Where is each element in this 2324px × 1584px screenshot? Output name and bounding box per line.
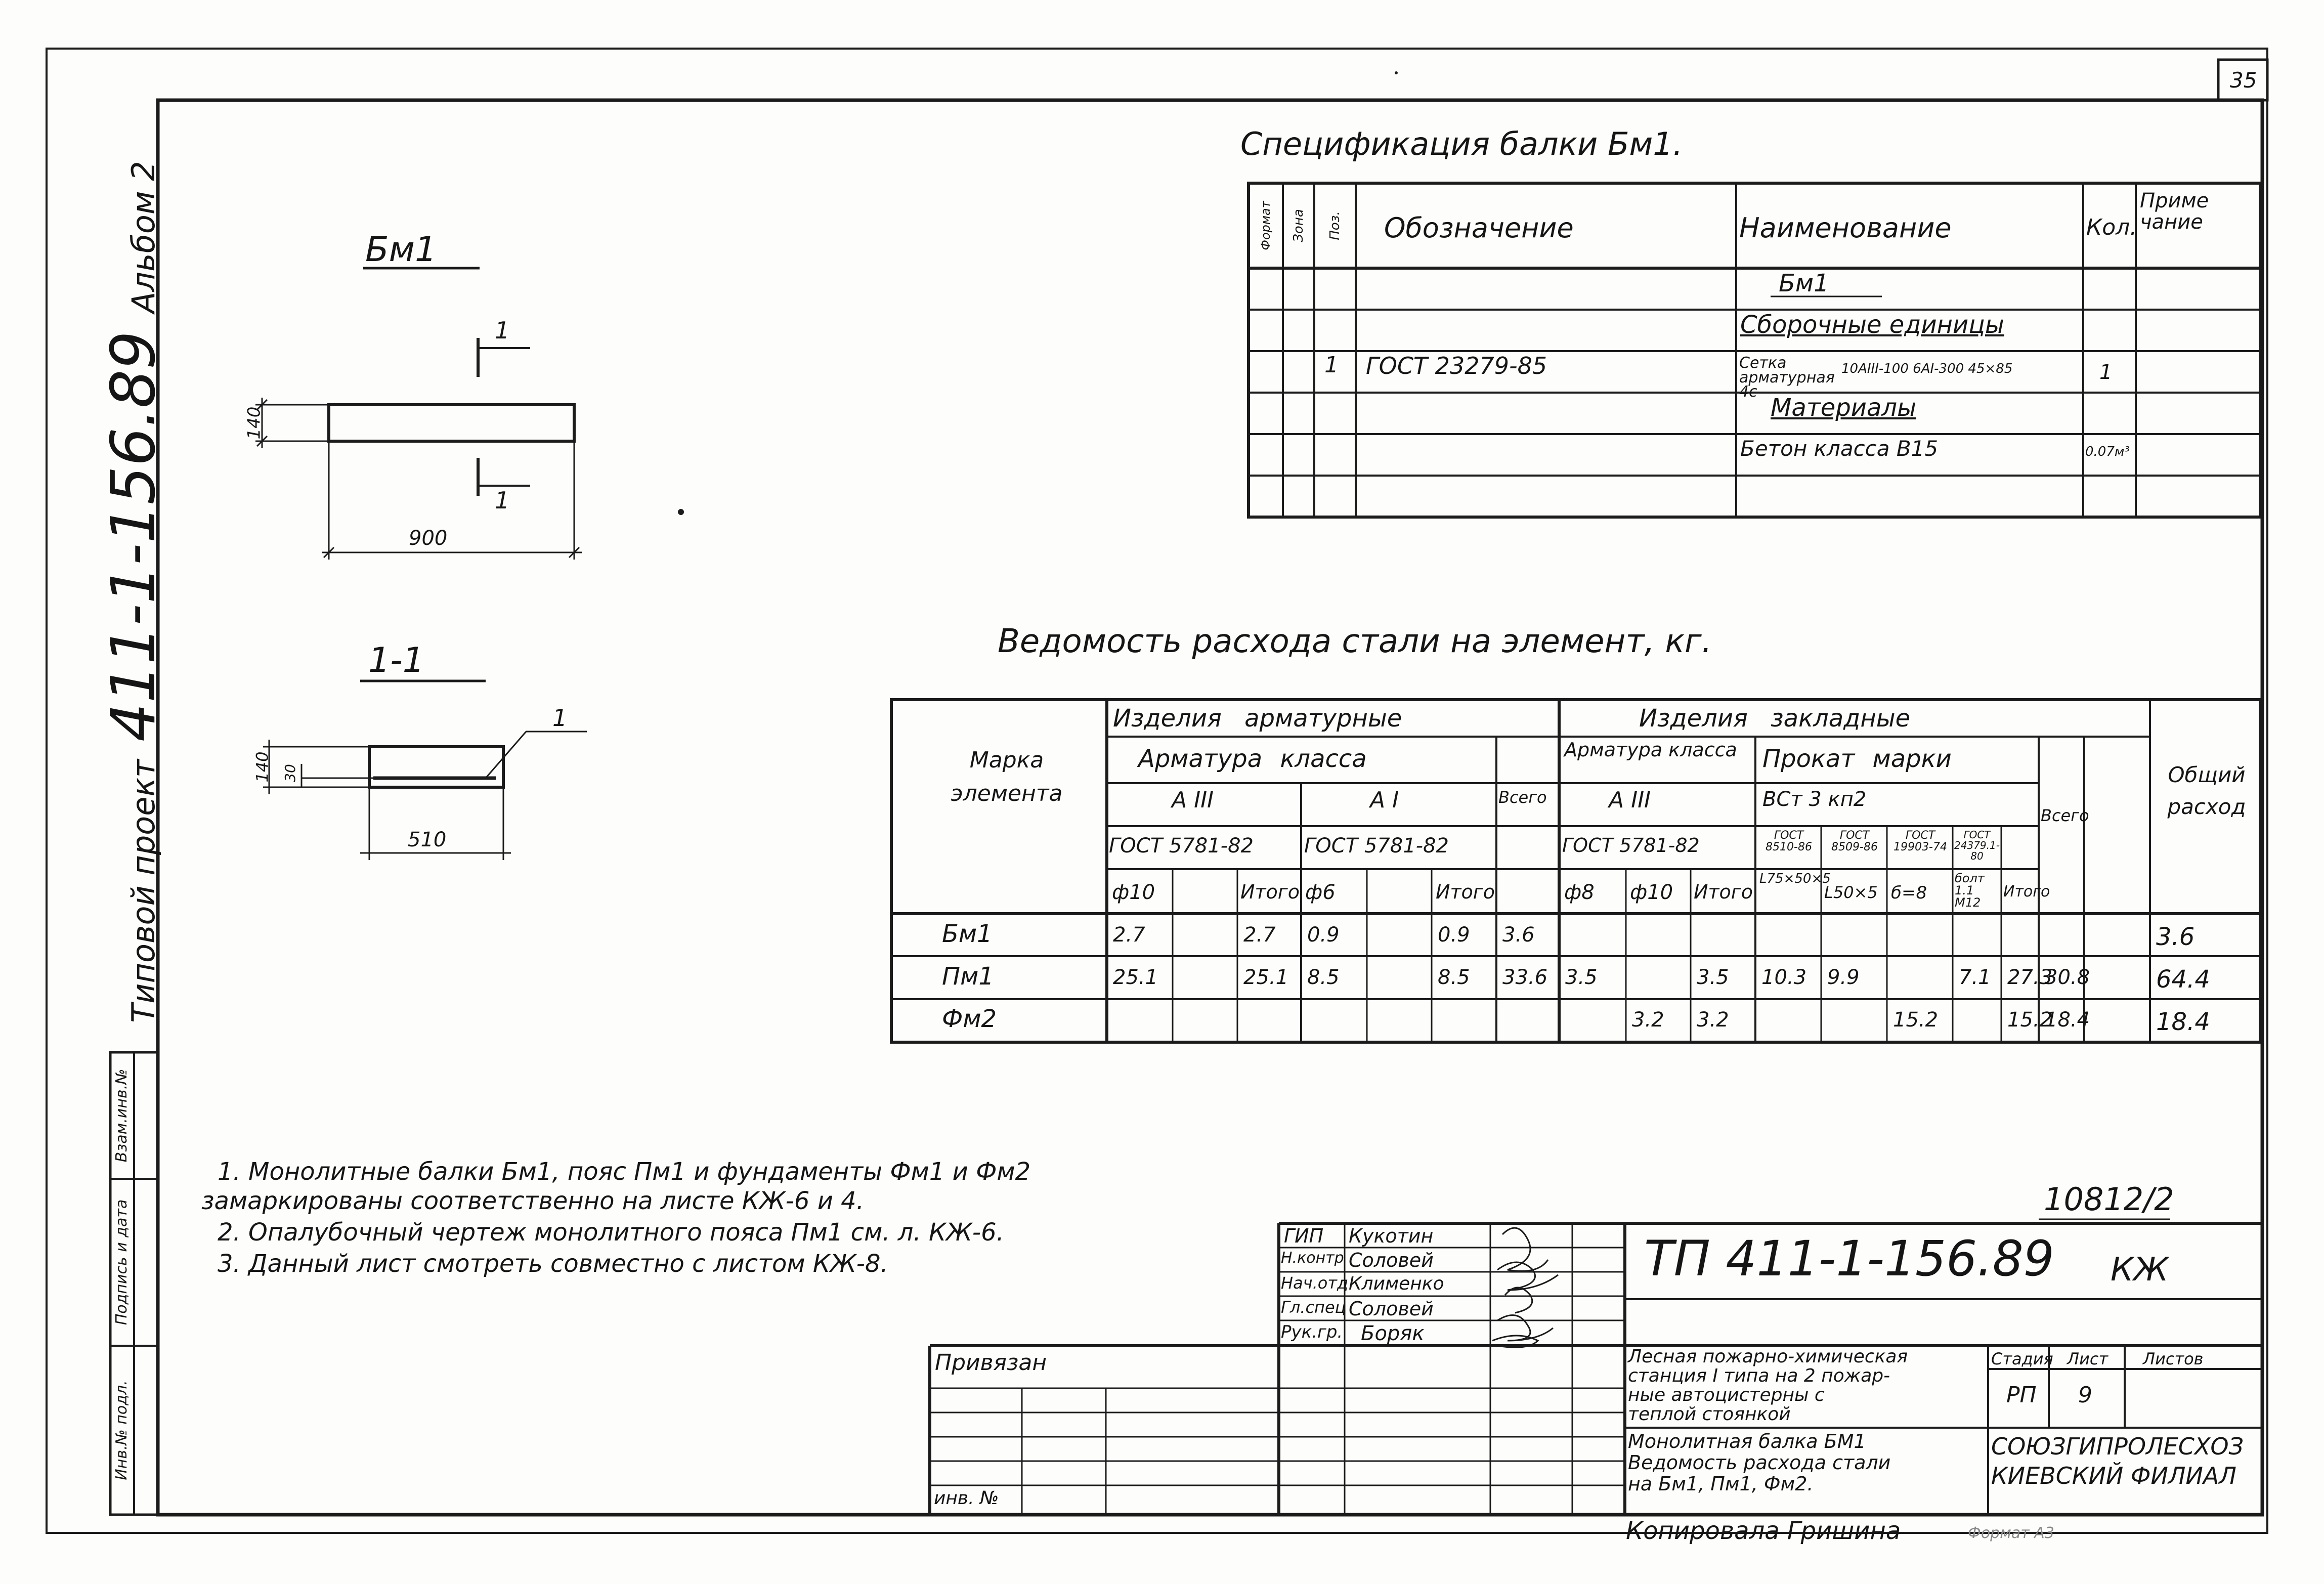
note-3: 3. Данный лист смотреть совместно с листом КЖ-8. xyxy=(218,1250,888,1278)
cut-mark-bottom: 1 xyxy=(495,487,510,514)
steel-h-s2: Итого xyxy=(1240,881,1300,903)
steel-cell: 0.9 xyxy=(1307,923,1340,947)
steel-cell: 27.3 xyxy=(2007,966,2053,989)
steel-h-a1: А I xyxy=(1370,787,1399,813)
steel-cell: 2.7 xyxy=(1113,923,1145,947)
sheet-title-line-3: на Бм1, Пм1, Фм2. xyxy=(1628,1473,1814,1495)
steel-cell: 33.6 xyxy=(1502,966,1548,989)
steel-h-overall: Общий расход xyxy=(2167,762,2246,819)
spec-row3-designation: ГОСТ 23279-85 xyxy=(1366,352,1547,379)
cut-mark-top: 1 xyxy=(495,317,510,344)
steel-h-a3: А III xyxy=(1172,787,1214,813)
drawing-mark: КЖ xyxy=(2111,1251,2169,1289)
steel-row-mark: Пм1 xyxy=(942,962,994,991)
sig-name-4: Соловей xyxy=(1349,1298,1434,1320)
stamp-label-inv: Инв.№ подл. xyxy=(113,1380,131,1480)
steel-h-vst: ВСт 3 кп2 xyxy=(1762,788,1867,811)
steel-h-emb-items: Изделия закладные xyxy=(1639,704,1911,733)
sig-name-3: Клименко xyxy=(1349,1273,1444,1294)
sheet-title-line-1: Монолитная балка БМ1 xyxy=(1628,1430,1866,1452)
steel-cell: 3.6 xyxy=(2156,923,2195,951)
sheet-label: Лист xyxy=(2067,1349,2108,1368)
steel-cell: 3.2 xyxy=(1697,1008,1729,1032)
steel-cell: 3.5 xyxy=(1565,966,1598,989)
steel-cell: 18.4 xyxy=(2156,1008,2210,1036)
steel-h-g4: ГОСТ 8510-86 xyxy=(1766,829,1812,854)
stamp-label-replace: Взам.инв.№ xyxy=(113,1068,131,1163)
spec-row1-name: Бм1 xyxy=(1779,269,1829,297)
beam-height-dim: 140 xyxy=(244,406,265,440)
stage-label: Стадия xyxy=(1991,1349,2053,1368)
section-pos-mark: 1 xyxy=(552,704,568,732)
steel-title: Ведомость расхода стали на элемент, кг. xyxy=(998,623,1712,660)
section-inner-dim: 30 xyxy=(281,764,298,782)
steel-h-s6: ф10 xyxy=(1630,881,1673,904)
steel-cell: 3.6 xyxy=(1502,923,1535,947)
note-1-cont: замаркированы соответственно на листе КЖ-6 и 4. xyxy=(201,1187,864,1215)
steel-cell: 30.8 xyxy=(2045,966,2090,989)
project-label: Типовой проект xyxy=(125,759,162,1023)
stage-value: РП xyxy=(2006,1382,2037,1408)
steel-cell: 25.1 xyxy=(1113,966,1158,989)
project-code: ТП 411-1-156.89 xyxy=(1644,1230,2054,1287)
spec-row3-name-extra: 10АIII-100 6АI-300 45×85 xyxy=(1841,361,2013,376)
steel-h-s10: б=8 xyxy=(1891,883,1927,903)
note-2: 2. Опалубочный чертеж монолитного пояса Пм1 см. л. КЖ-6. xyxy=(218,1218,1004,1247)
steel-cell: 18.4 xyxy=(2045,1008,2090,1032)
org-line-2: КИЕВСКИЙ ФИЛИАЛ xyxy=(1991,1462,2236,1489)
steel-h-arm-items: Изделия арматурные xyxy=(1113,704,1402,733)
steel-h-total1: Всего xyxy=(1498,788,1547,807)
spec-row3-pos: 1 xyxy=(1324,352,1339,378)
spec-row2-name: Сборочные единицы xyxy=(1740,311,2004,339)
spec-row5-name: Бетон класса В15 xyxy=(1740,436,1939,461)
steel-cell: 2.7 xyxy=(1243,923,1276,947)
spec-row5-qty: 0.07м³ xyxy=(2085,444,2130,459)
sig-role-3: Нач.отд xyxy=(1281,1273,1349,1293)
spec-title: Спецификация балки Бм1. xyxy=(1240,125,1683,162)
sig-role-2: Н.контр xyxy=(1281,1249,1344,1267)
spec-h-format: Формат xyxy=(1259,201,1273,250)
steel-h-s11: болт 1.1 М12 xyxy=(1955,871,1985,910)
steel-h-s5: ф8 xyxy=(1564,881,1595,904)
steel-h-gost3: ГОСТ 5781-82 xyxy=(1562,834,1700,857)
steel-cell: 25.1 xyxy=(1243,966,1289,989)
sig-role-5: Рук.гр. xyxy=(1281,1322,1343,1342)
stamp-label-signature: Подпись и дата xyxy=(113,1199,131,1325)
steel-h-s12: Итого xyxy=(2003,883,2050,901)
sig-name-2: Соловей xyxy=(1349,1249,1434,1271)
steel-cell: 7.1 xyxy=(1959,966,1991,989)
tied-to-label: Привязан xyxy=(935,1350,1047,1376)
steel-h-g6: ГОСТ 19903-74 xyxy=(1893,829,1947,854)
steel-h-s8: L75×50×5 xyxy=(1759,871,1831,886)
steel-h-s9: L50×5 xyxy=(1824,883,1878,902)
steel-cell: 9.9 xyxy=(1827,966,1860,989)
object-name-line-3: ные автоцистерны с xyxy=(1628,1385,1825,1405)
steel-cell: 64.4 xyxy=(2156,965,2210,994)
steel-cell: 15.2 xyxy=(2007,1008,2053,1032)
sheet-title-line-2: Ведомость расхода стали xyxy=(1628,1451,1891,1474)
section-width-dim: 510 xyxy=(408,828,447,851)
note-1: 1. Монолитные балки Бм1, пояс Пм1 и фундаменты Фм1 и Фм2 xyxy=(218,1158,1031,1186)
steel-h-s1: ф10 xyxy=(1112,881,1155,904)
spec-h-zone: Зона xyxy=(1291,209,1306,242)
sig-name-5: Боряк xyxy=(1361,1322,1425,1345)
stamp-number: 10812/2 xyxy=(2044,1181,2174,1218)
org-line-1: СОЮЗГИПРОЛЕСХОЗ xyxy=(1991,1433,2244,1460)
sig-name-1: Кукотин xyxy=(1349,1225,1434,1247)
sig-role-4: Гл.спец xyxy=(1281,1298,1346,1317)
beam-length-dim: 900 xyxy=(409,527,448,550)
spec-h-designation: Обозначение xyxy=(1384,212,1574,244)
steel-row-mark: Фм2 xyxy=(942,1005,997,1033)
steel-cell: 3.5 xyxy=(1697,966,1729,989)
spec-h-pos: Поз. xyxy=(1327,211,1343,240)
spec-row3-qty: 1 xyxy=(2099,361,2113,384)
spec-h-note: Приме чание xyxy=(2140,189,2209,234)
steel-h-gost1: ГОСТ 5781-82 xyxy=(1109,834,1254,858)
sig-role-1: ГИП xyxy=(1284,1225,1324,1247)
object-name-line-2: станция I типа на 2 пожар- xyxy=(1628,1365,1890,1386)
project-number: 411-1-156.89 xyxy=(99,331,169,742)
object-name-line-4: теплой стоянкой xyxy=(1628,1404,1791,1425)
inv-label: инв. № xyxy=(934,1488,999,1509)
steel-h-rolled: Прокат марки xyxy=(1762,745,1952,773)
spec-row4-name: Материалы xyxy=(1771,394,1916,422)
section-title: 1-1 xyxy=(368,640,425,680)
steel-row-mark: Бм1 xyxy=(942,920,993,948)
sheets-label: Листов xyxy=(2143,1349,2204,1368)
steel-cell: 15.2 xyxy=(1893,1008,1939,1032)
steel-h-gost2: ГОСТ 5781-82 xyxy=(1304,834,1449,858)
steel-h-mark: Марка элемента xyxy=(951,747,1063,806)
sheet-number: 35 xyxy=(2230,68,2257,93)
object-name-line-1: Лесная пожарно-химическая xyxy=(1628,1346,1908,1367)
format-stamp: Формат А3 xyxy=(1968,1524,2054,1542)
vertical-project-title xyxy=(99,161,169,1023)
steel-h-total2: Всего xyxy=(2041,806,2089,825)
steel-h-s7: Итого xyxy=(1694,881,1753,903)
steel-cell: 0.9 xyxy=(1438,923,1470,947)
steel-cell: 10.3 xyxy=(1761,966,1807,989)
steel-h-g5: ГОСТ 8509-86 xyxy=(1831,829,1878,854)
sheet-value: 9 xyxy=(2078,1382,2092,1408)
section-height-dim: 140 xyxy=(252,751,272,783)
copied-by: Копировала Гришина xyxy=(1626,1517,1901,1545)
steel-h-s3: ф6 xyxy=(1305,881,1336,904)
steel-cell: 3.2 xyxy=(1632,1008,1664,1032)
spec-h-name: Наименование xyxy=(1739,212,1952,244)
steel-h-s4: Итого xyxy=(1436,881,1495,903)
steel-h-arm-class: Арматура класса xyxy=(1138,745,1367,773)
spec-h-qty: Кол. xyxy=(2086,215,2137,240)
steel-cell: 8.5 xyxy=(1307,966,1340,989)
steel-cell: 8.5 xyxy=(1438,966,1470,989)
album-label: Альбом 2 xyxy=(125,161,162,313)
spec-row3-name: Сетка арматурная 4с xyxy=(1739,354,1835,401)
steel-h-arm-class2: Арматура класса xyxy=(1564,739,1737,761)
steel-h-g7: ГОСТ 24379.1-80 xyxy=(1954,829,2000,862)
beam-title: Бм1 xyxy=(365,230,437,270)
steel-h-a3b: А III xyxy=(1609,787,1651,813)
